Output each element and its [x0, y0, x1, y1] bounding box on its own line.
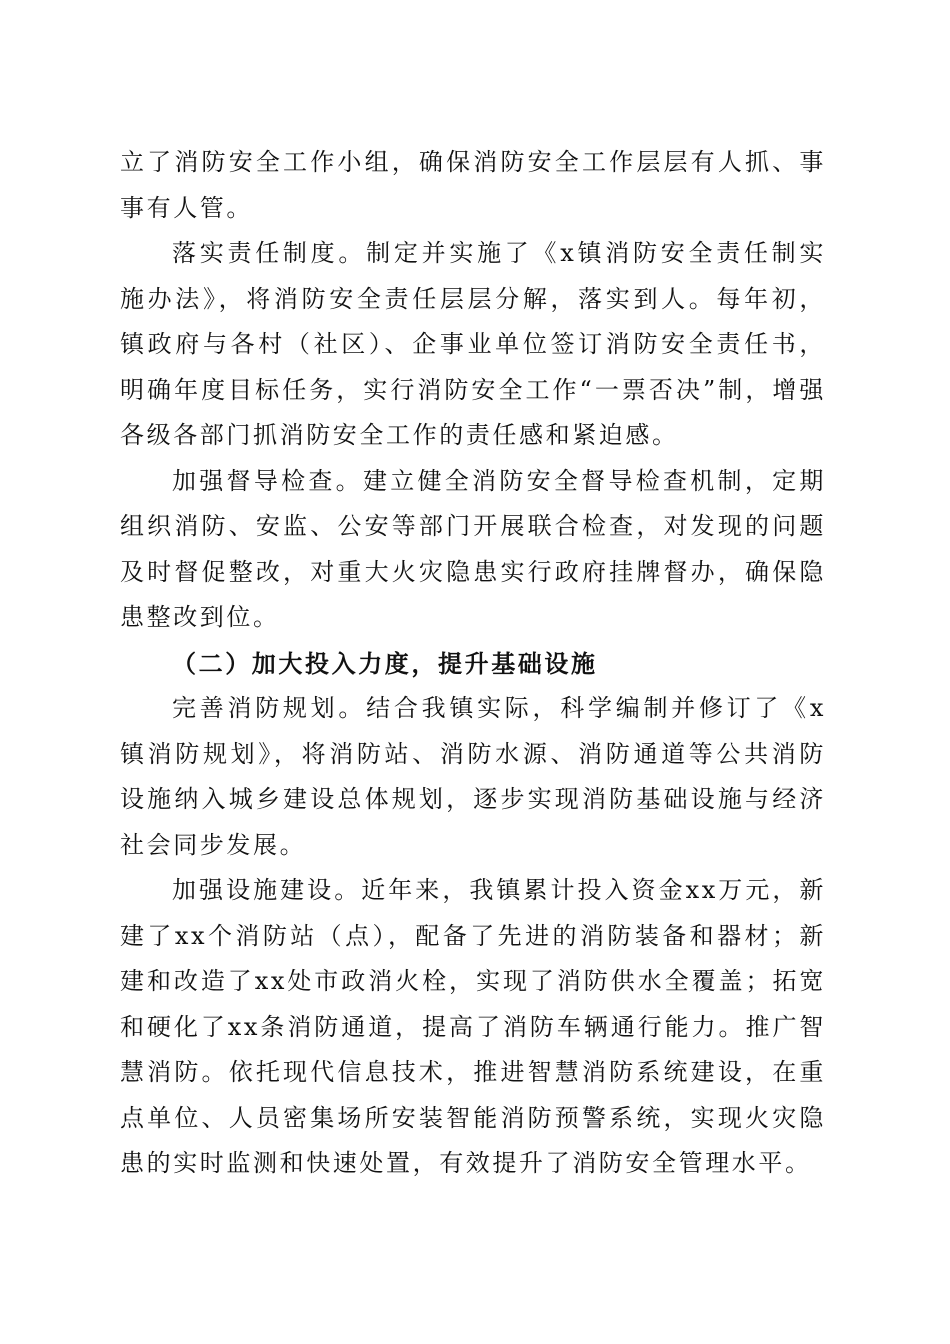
paragraph-supervision-inspection: 加强督导检查。建立健全消防安全督导检查机制，定期组织消防、安监、公安等部门开展联合检查，对发现的问题及时督促整改，对重大火灾隐患实行政府挂牌督办，确保隐患整改到位。 — [120, 466, 826, 631]
paragraph-fire-planning: 完善消防规划。结合我镇实际，科学编制并修订了《x镇消防规划》，将消防站、消防水源、消防通道等公共消防设施纳入城乡建设总体规划，逐步实现消防基础设施与经济社会同步发展。 — [120, 694, 826, 859]
paragraph-facility-construction: 加强设施建设。近年来，我镇累计投入资金xx万元，新建了xx个消防站（点），配备了先进的消防装备和器材；新建和改造了xx处市政消火栓，实现了消防供水全覆盖；拓宽和硬化了xx条消防通道，提高了消防车辆通行能力。推广智慧消防。依托现代信息技术，推进智慧消防系统建设，在重点单位、人员密集场所安装智能消防预警系统，实现火灾隐患的实时监测和快速处置，有效提升了消防安全管理水平。 — [120, 876, 826, 1177]
section-heading: （二）加大投入力度，提升基础设施 — [172, 648, 598, 678]
paragraph-responsibility-system: 落实责任制度。制定并实施了《x镇消防安全责任制实施办法》，将消防安全责任层层分解，落实到人。每年初，镇政府与各村（社区）、企事业单位签订消防安全责任书，明确年度目标任务，实行消防安全工作“一票否决”制，增强各级各部门抓消防安全工作的责任感和紧迫感。 — [120, 239, 826, 449]
document-body — [120, 140, 826, 1187]
paragraph-continuation: 立了消防安全工作小组，确保消防安全工作层层有人抓、事事有人管。 — [120, 148, 826, 222]
